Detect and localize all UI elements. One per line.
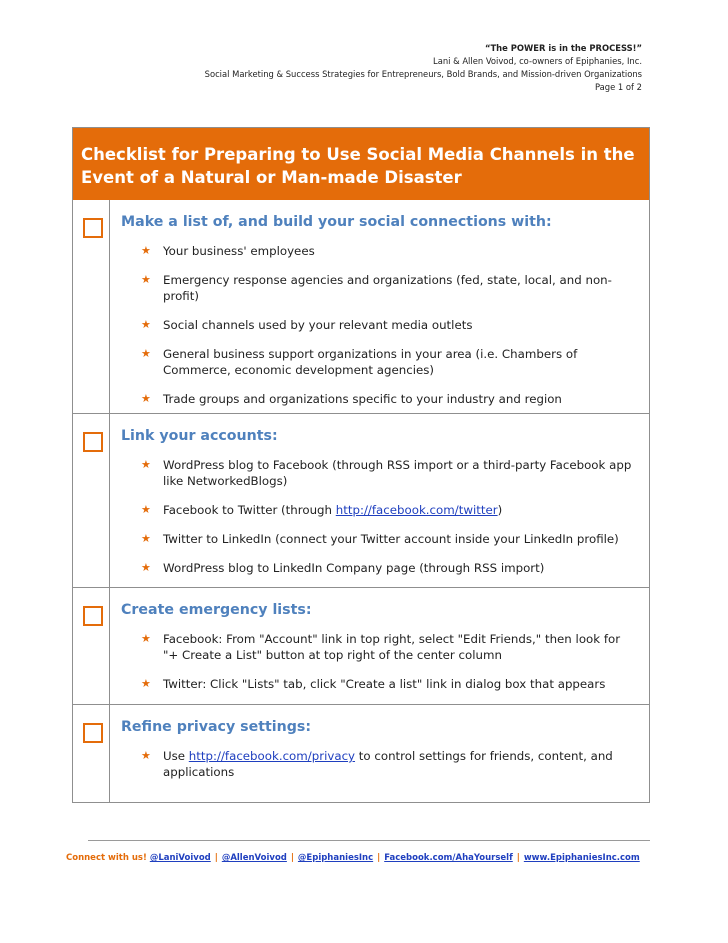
item-text: General business support organizations in your area (i.e. Chambers of Commerce, economic development agencies): [163, 347, 578, 377]
bullet-list: [121, 748, 649, 780]
checklist-section: [73, 705, 649, 802]
column-divider: [109, 414, 110, 587]
section-checkbox[interactable]: [83, 218, 103, 238]
bullet-list: [121, 457, 649, 576]
checklist-section: [73, 414, 649, 588]
star-icon: ★: [141, 458, 151, 471]
page-header: [205, 42, 642, 94]
section-heading: Make a list of, and build your social connections with:: [121, 214, 552, 230]
footer-intro: Connect with us!: [66, 853, 147, 863]
list-item: [121, 391, 649, 407]
list-item: [121, 243, 649, 259]
footer-link-lanivoivod[interactable]: @LaniVoivod: [149, 853, 211, 863]
facebook-privacy-link[interactable]: http://facebook.com/privacy: [188, 749, 356, 763]
star-icon: ★: [141, 392, 151, 405]
star-icon: ★: [141, 347, 151, 360]
list-item: [121, 748, 649, 780]
footer-link-allenvoivod[interactable]: @AllenVoivod: [221, 853, 287, 863]
star-icon: ★: [141, 632, 151, 645]
section-checkbox[interactable]: [83, 723, 103, 743]
item-text-after: ): [497, 503, 503, 517]
section-heading: Create emergency lists:: [121, 602, 312, 618]
column-divider: [109, 588, 110, 704]
section-checkbox[interactable]: [83, 606, 103, 626]
star-icon: ★: [141, 318, 151, 331]
footer-separator: |: [290, 853, 294, 863]
bullet-list: [121, 631, 649, 692]
section-heading: Refine privacy settings:: [121, 719, 312, 735]
list-item: [121, 457, 649, 489]
item-text-before: Use: [163, 749, 189, 763]
star-icon: ★: [141, 273, 151, 286]
list-item: [121, 502, 649, 518]
footer-separator: |: [214, 853, 218, 863]
bullet-list: [121, 243, 649, 407]
header-owners: Lani & Allen Voivod, co-owners of Epiphanies, Inc.: [433, 56, 642, 66]
checklist-section: [73, 588, 649, 705]
item-text: Trade groups and organizations specific to your industry and region: [163, 392, 562, 406]
list-item: [121, 317, 649, 333]
footer-link-epiphaniesinc[interactable]: @EpiphaniesInc: [297, 853, 374, 863]
page-footer: [66, 852, 666, 864]
item-text-after: to control settings for friends, content, and applications: [163, 749, 613, 779]
header-tagline: “The POWER is in the PROCESS!”: [484, 43, 642, 53]
checklist-section: [73, 200, 649, 414]
item-text: Emergency response agencies and organizations (fed, state, local, and non-profit): [163, 273, 612, 303]
page-number: Page 1 of 2: [595, 82, 642, 92]
list-item: [121, 560, 649, 576]
list-item: [121, 676, 649, 692]
item-text: Social channels used by your relevant media outlets: [163, 318, 473, 332]
list-item: [121, 631, 649, 663]
facebook-twitter-link[interactable]: http://facebook.com/twitter: [335, 503, 498, 517]
footer-link-facebook[interactable]: Facebook.com/AhaYourself: [384, 853, 513, 863]
item-text: Facebook: From "Account" link in top right, select "Edit Friends," then look for "+ Create a List" button at top right of the center column: [163, 632, 621, 662]
footer-divider: [88, 840, 650, 841]
item-text: WordPress blog to Facebook (through RSS import or a third-party Facebook app like NetworkedBlogs): [163, 458, 632, 488]
column-divider: [109, 200, 110, 413]
checklist-title-bar: [73, 128, 649, 200]
list-item: [121, 272, 649, 304]
star-icon: ★: [141, 503, 151, 516]
list-item: [121, 346, 649, 378]
header-subtitle: Social Marketing & Success Strategies for Entrepreneurs, Bold Brands, and Mission-driven Organizations: [204, 69, 642, 79]
star-icon: ★: [141, 244, 151, 257]
star-icon: ★: [141, 677, 151, 690]
column-divider: [109, 705, 110, 802]
list-item: [121, 531, 649, 547]
footer-separator: |: [516, 853, 520, 863]
footer-separator: |: [377, 853, 381, 863]
star-icon: ★: [141, 749, 151, 762]
section-checkbox[interactable]: [83, 432, 103, 452]
star-icon: ★: [141, 532, 151, 545]
item-text: Twitter to LinkedIn (connect your Twitter account inside your LinkedIn profile): [163, 532, 619, 546]
star-icon: ★: [141, 561, 151, 574]
item-text: WordPress blog to LinkedIn Company page (through RSS import): [163, 561, 545, 575]
checklist-title: Checklist for Preparing to Use Social Media Channels in the Event of a Natural or Man-made Disaster: [81, 145, 635, 187]
section-heading: Link your accounts:: [121, 428, 278, 444]
item-text: Your business' employees: [163, 244, 315, 258]
item-text-before: Facebook to Twitter (through: [163, 503, 336, 517]
item-text: Twitter: Click "Lists" tab, click "Create a list" link in dialog box that appears: [163, 677, 606, 691]
checklist-table: [72, 127, 650, 803]
footer-link-website[interactable]: www.EpiphaniesInc.com: [523, 853, 640, 863]
